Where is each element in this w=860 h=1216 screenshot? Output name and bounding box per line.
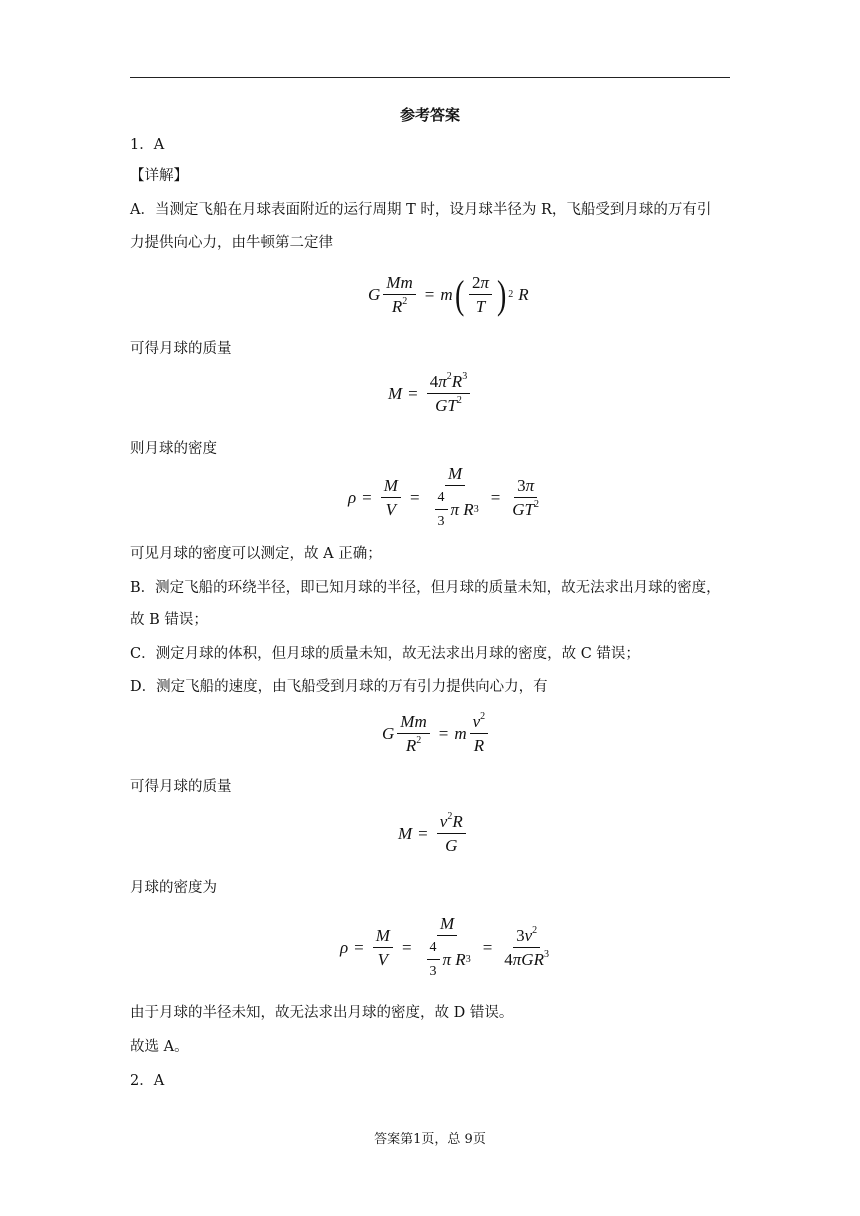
- page-title: 参考答案: [399, 106, 460, 124]
- q1-a-conclusion: 可见月球的密度可以测定，故 A 正确；: [130, 546, 382, 562]
- q1-number: 1．A: [130, 137, 165, 153]
- equation-gravity-velocity: G $\frac{Mm}{R^2}$ = m $\frac{v^2}{R}$: [382, 712, 491, 755]
- q1-mass-intro-2: 可得月球的质量: [130, 779, 232, 795]
- equation-density-1: ρ = $\frac{M}{V}$ = M $\frac{4}{3}$ π R 3 = $\frac{3\pi}{GT^2}$: [348, 464, 540, 529]
- q1-b-line2: 故 B 错误；: [130, 612, 208, 628]
- equation-mass-2: M = $\frac{v^2R}{G}$: [398, 812, 469, 855]
- q1-answer: 故选 A。: [130, 1039, 189, 1055]
- q2-number: 2．A: [130, 1073, 165, 1089]
- equation-density-2: ρ = $\frac{M}{V}$ = M $\frac{4}{3}$ π R 3 = $\frac{3v^2}{4\pi GR^3}$: [340, 914, 549, 979]
- q1-b-line1: B．测定飞船的环绕半径，即已知月球的半径，但月球的质量未知，故无法求出月球的密度，: [130, 580, 721, 596]
- equation-mass-1: M = $\frac{4\pi^2R^3}{GT^2}$: [388, 372, 473, 415]
- page-footer: 答案第1页，总 9页: [374, 1132, 486, 1147]
- equation-gravity-period: G $\frac{Mm}{R^2}$ = m ( $\frac{2\pi}{T}$ ) 2 R: [368, 271, 529, 317]
- q1-density-intro: 则月球的密度: [130, 441, 217, 457]
- q1-c-line: C．测定月球的体积，但月球的质量未知，故无法求出月球的密度，故 C 错误；: [130, 646, 640, 662]
- q1-a-line2: 力提供向心力，由牛顿第二定律: [130, 235, 333, 251]
- header-rule: [130, 77, 730, 78]
- q1-density-intro-2: 月球的密度为: [130, 880, 217, 896]
- q1-d-line: D．测定飞船的速度，由飞船受到月球的万有引力提供向心力，有: [130, 679, 548, 695]
- q1-mass-intro-1: 可得月球的质量: [130, 341, 232, 357]
- q1-a-line1: A．当测定飞船在月球表面附近的运行周期 T 时，设月球半径为 R，飞船受到月球的万有引: [130, 202, 712, 218]
- q1-detail-heading: 【详解】: [130, 168, 188, 184]
- q1-d-conclusion: 由于月球的半径未知，故无法求出月球的密度，故 D 错误。: [130, 1005, 514, 1021]
